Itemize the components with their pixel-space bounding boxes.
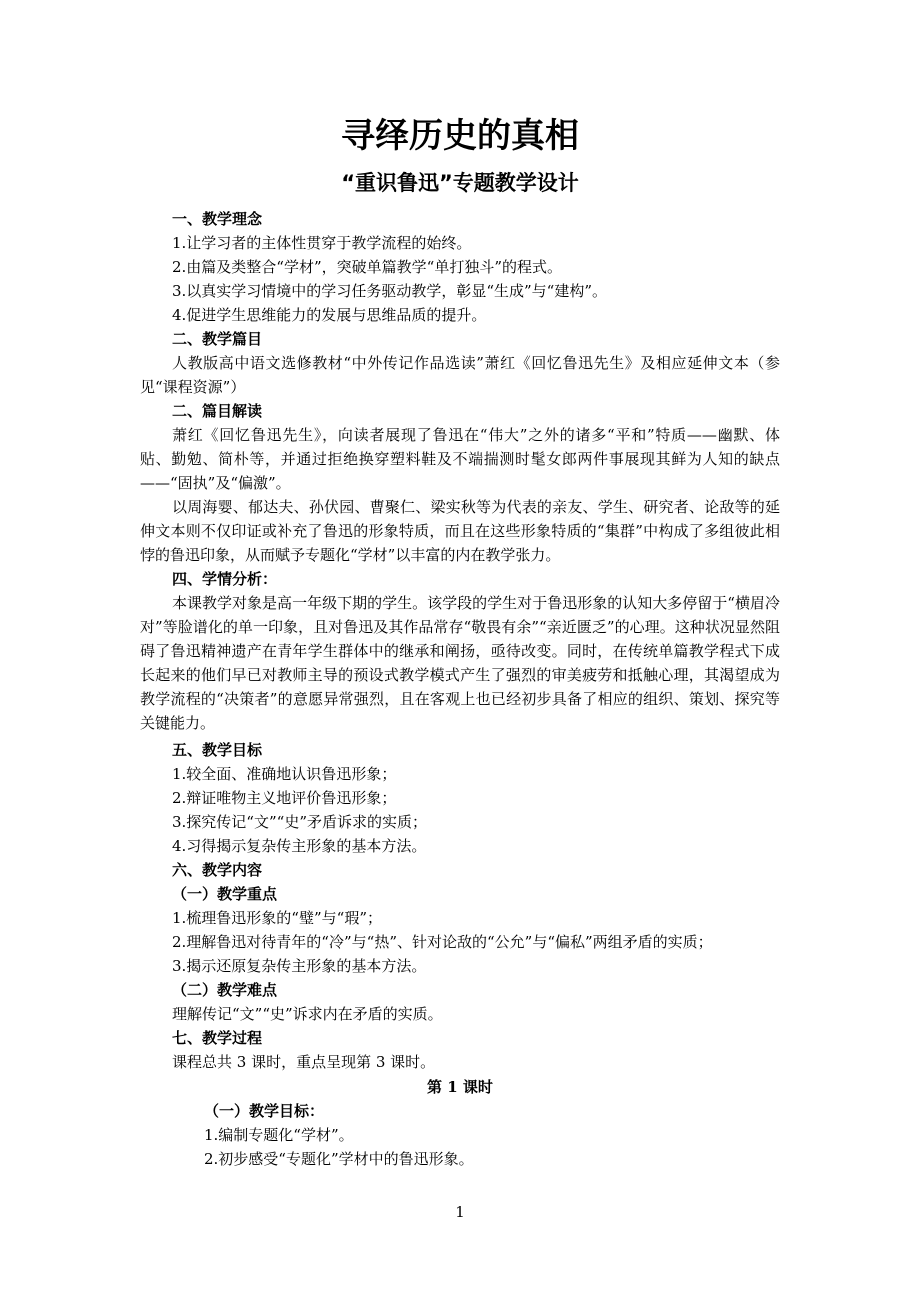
document-title: 寻绎历史的真相	[341, 116, 579, 156]
section-heading-learner-analysis: 四、学情分析：	[172, 570, 278, 588]
list-item: 1.让学习者的主体性贯穿于教学流程的始终。	[172, 234, 472, 252]
list-item: 3.揭示还原复杂传主形象的基本方法。	[172, 957, 427, 975]
process-intro: 课程总共 3 课时，重点呈现第 3 课时。	[172, 1053, 436, 1071]
section-heading-process: 七、教学过程	[172, 1029, 263, 1047]
subheading-key-points: （一）教学重点	[172, 885, 278, 903]
list-item: 2.初步感受“专题化”学材中的鲁迅形象。	[204, 1150, 474, 1168]
page-number: 1	[455, 1203, 465, 1221]
document-subtitle: “重识鲁迅”专题教学设计	[341, 171, 579, 195]
list-item: 1.较全面、准确地认识鲁迅形象；	[172, 765, 397, 783]
list-item: 1.编制专题化“学材”。	[204, 1126, 354, 1144]
list-item: 2.辩证唯物主义地评价鲁迅形象；	[172, 789, 397, 807]
section-heading-texts: 二、教学篇目	[172, 330, 263, 348]
list-item: 2.由篇及类整合“学材”，突破单篇教学“单打独斗”的程式。	[172, 258, 562, 276]
subheading-lesson-goals: （一）教学目标：	[204, 1102, 325, 1120]
paragraph-texts: 人教版高中语文选修教材“中外传记作品选读”萧红《回忆鲁迅先生》及相应延伸文本（参见“课程资源”）	[140, 354, 780, 396]
list-item: 3.以真实学习情境中的学习任务驱动教学，彰显“生成”与“建构”。	[172, 282, 607, 300]
list-item: 理解传记“文”“史”诉求内在矛盾的实质。	[172, 1005, 443, 1023]
paragraph-interpretation-1: 萧红《回忆鲁迅先生》，向读者展现了鲁迅在“伟大”之外的诸多“平和”特质——幽默、体贴、勤勉、简朴等，并通过拒绝换穿塑料鞋及不端揣测时髦女郎两件事展现其鲜为人知的缺点——“固执”及“偏激”。	[140, 426, 780, 492]
paragraph-learner-analysis: 本课教学对象是高一年级下期的学生。该学段的学生对于鲁迅形象的认知大多停留于“横眉冷对”等脸谱化的单一印象，且对鲁迅及其作品常存“敬畏有余”“亲近匮乏”的心理。这种状况显然阻碍了鲁迅精神遗产在青年学生群体中的继承和阐扬，亟待改变。同时，在传统单篇教学程式下成长起来的他们早已对教师主导的预设式教学模式产生了强烈的审美疲劳和抵触心理，其渴望成为教学流程的“决策者”的意愿异常强烈，且在客观上也已经初步具备了相应的组织、策划、探究等关键能力。	[140, 594, 780, 732]
list-item: 2.理解鲁迅对待青年的“冷”与“热”、针对论敌的“公允”与“偏私”两组矛盾的实质；	[172, 933, 713, 951]
paragraph-interpretation-2: 以周海婴、郁达夫、孙伏园、曹聚仁、梁实秋等为代表的亲友、学生、研究者、论敌等的延伸文本则不仅印证或补充了鲁迅的形象特质，而且在这些形象特质的“集群”中构成了多组彼此相悖的鲁迅印象，从而赋予专题化“学材”以丰富的内在教学张力。	[140, 498, 780, 564]
list-item: 4.习得揭示复杂传主形象的基本方法。	[172, 837, 427, 855]
section-heading-philosophy: 一、教学理念	[172, 210, 263, 228]
subheading-difficulties: （二）教学难点	[172, 981, 278, 999]
lesson-heading: 第 1 课时	[427, 1078, 493, 1096]
list-item: 4.促进学生思维能力的发展与思维品质的提升。	[172, 306, 487, 324]
section-heading-content: 六、教学内容	[172, 861, 263, 879]
section-heading-interpretation: 二、篇目解读	[172, 402, 263, 420]
list-item: 1.梳理鲁迅形象的“璧”与“瑕”；	[172, 909, 382, 927]
section-heading-objectives: 五、教学目标	[172, 741, 263, 759]
list-item: 3.探究传记“文”“史”矛盾诉求的实质；	[172, 813, 427, 831]
